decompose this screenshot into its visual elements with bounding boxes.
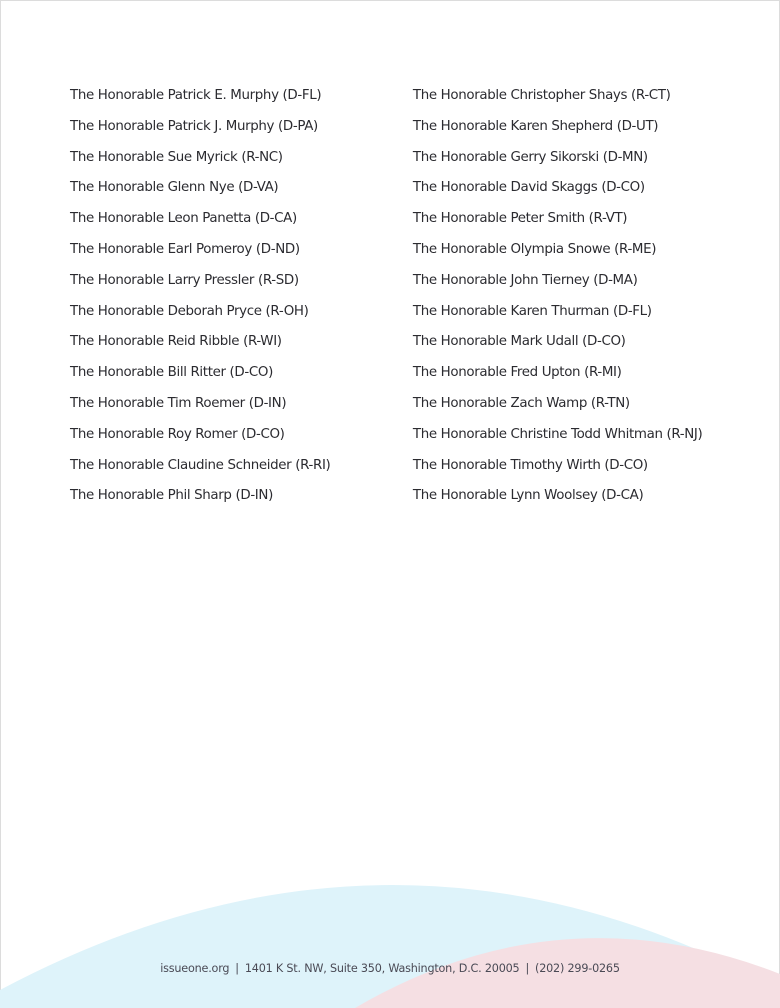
member-name: The Honorable Phil Sharp (D-IN) (70, 488, 273, 504)
footer-separator: | (235, 962, 239, 975)
footer-decoration (0, 860, 780, 1008)
member-name: The Honorable Olympia Snowe (R-ME) (412, 241, 657, 257)
member-name: The Honorable Glenn Nye (D-VA) (70, 180, 279, 196)
member-name: The Honorable Patrick E. Murphy (D-FL) (70, 88, 322, 103)
member-name: The Honorable Earl Pomeroy (D-ND) (70, 241, 300, 257)
member-name: The Honorable Patrick J. Murphy (D-PA) (70, 118, 318, 134)
member-name: The Honorable Larry Pressler (R-SD) (70, 272, 299, 288)
footer-website: issueone.org (160, 962, 230, 975)
member-name: The Honorable Roy Romer (D-CO) (70, 426, 285, 442)
member-name: The Honorable John Tierney (D-MA) (412, 272, 638, 288)
member-name: The Honorable Peter Smith (R-VT) (412, 211, 628, 227)
footer-separator: | (525, 962, 530, 975)
member-name: The Honorable Timothy Wirth (D-CO) (412, 457, 648, 473)
member-column-right (413, 85, 730, 516)
member-column-left (70, 85, 413, 516)
member-name: The Honorable Karen Thurman (D-FL) (412, 303, 652, 319)
footer-address: 1401 K St. NW, Suite 350, Washington, D.C. 20005 (244, 962, 520, 975)
member-name: The Honorable Gerry Sikorski (D-MN) (412, 149, 648, 165)
member-name: The Honorable Zach Wamp (R-TN) (412, 395, 630, 411)
footer-contact (0, 962, 780, 975)
member-name: The Honorable Christine Todd Whitman (R-NJ) (412, 426, 703, 442)
member-name: The Honorable Reid Ribble (R-WI) (70, 334, 282, 350)
member-name: The Honorable Mark Udall (D-CO) (412, 334, 626, 350)
member-name: The Honorable Fred Upton (R-MI) (412, 365, 622, 381)
member-name: The Honorable Deborah Pryce (R-OH) (70, 303, 309, 319)
member-name: The Honorable Sue Myrick (R-NC) (70, 149, 283, 165)
footer-phone: (202) 299-0265 (535, 962, 620, 975)
member-name: The Honorable Leon Panetta (D-CA) (70, 211, 297, 227)
member-list (70, 85, 730, 516)
member-name: The Honorable Christopher Shays (R-CT) (412, 88, 671, 103)
member-name: The Honorable David Skaggs (D-CO) (412, 180, 645, 196)
member-name: The Honorable Tim Roemer (D-IN) (70, 395, 287, 411)
member-name: The Honorable Bill Ritter (D-CO) (70, 365, 273, 381)
member-name: The Honorable Karen Shepherd (D-UT) (412, 118, 659, 134)
member-name: The Honorable Claudine Schneider (R-RI) (70, 457, 331, 473)
member-name: The Honorable Lynn Woolsey (D-CA) (412, 488, 644, 504)
